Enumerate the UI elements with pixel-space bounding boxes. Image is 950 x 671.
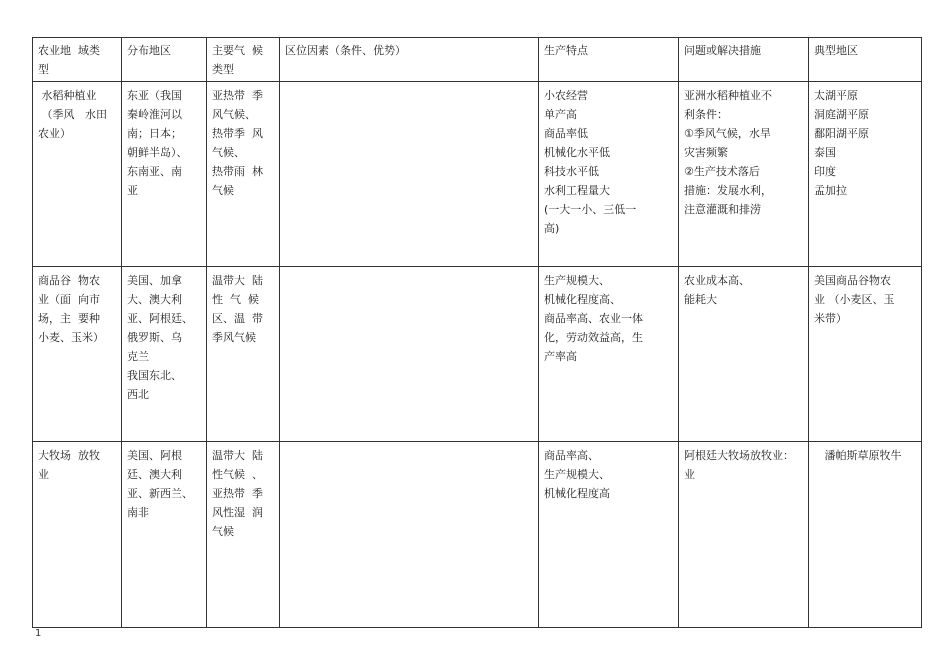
cell-text-line: 类型 bbox=[212, 63, 234, 76]
cell-text-line: 西北 bbox=[127, 388, 149, 401]
cell-text-line: 能耗大 bbox=[684, 293, 717, 306]
cell-text-line: 措施：发展水利， bbox=[684, 184, 772, 197]
table-row bbox=[33, 442, 922, 628]
cell-text-line: （季风 水田 bbox=[38, 108, 107, 121]
cell-text-line: 区位因素（条件、优势） bbox=[285, 44, 406, 57]
cell-text-line: 泰国 bbox=[814, 146, 836, 159]
cell-text-line: 生产特点 bbox=[544, 44, 588, 57]
cell-text-line: 场，主 要种 bbox=[38, 312, 100, 325]
cell-text-line: 朝鲜半岛）、 bbox=[127, 146, 188, 159]
cell-text-line: 亚、阿根廷、 bbox=[127, 312, 193, 325]
cell-text-line: 单产高 bbox=[544, 108, 577, 121]
cell-text-line: 区、温 带 bbox=[212, 312, 263, 325]
cell-text-line: 水稻种植业 bbox=[38, 89, 97, 102]
cell-text-line: 俄罗斯、乌 bbox=[127, 331, 182, 344]
cell-text-line: 性 气 候 bbox=[212, 293, 259, 306]
cell-text-line: 南；日本； bbox=[127, 127, 182, 140]
cell-text-line: 农业地 域类 bbox=[38, 44, 100, 57]
cell-text-line: 典型地区 bbox=[814, 44, 858, 57]
table-cell-col-features bbox=[539, 82, 679, 267]
cell-text-line: 业（面 向市 bbox=[38, 293, 100, 306]
cell-text-line: 阿根廷大牧场放牧业： bbox=[684, 449, 794, 462]
cell-text-line: 大牧场 放牧 bbox=[38, 449, 100, 462]
cell-text-line: 气候、 bbox=[212, 146, 245, 159]
cell-text-line: 热带季 风 bbox=[212, 127, 263, 140]
cell-text-line: 秦岭淮河以 bbox=[127, 108, 182, 121]
cell-text-line: 高) bbox=[544, 222, 560, 235]
cell-text-line: 米带） bbox=[814, 312, 847, 325]
cell-text-line: 风性湿 润 bbox=[212, 506, 263, 519]
cell-text-line: 商品率高、 bbox=[544, 449, 599, 462]
cell-text-line: 产率高 bbox=[544, 350, 577, 363]
cell-text-line: 南非 bbox=[127, 506, 149, 519]
cell-text-line: 孟加拉 bbox=[814, 184, 847, 197]
cell-text-line: (一大一小、三低一 bbox=[544, 203, 637, 216]
cell-text-line: 商品谷 物农 bbox=[38, 274, 100, 287]
cell-text-line: 季风气候 bbox=[212, 331, 256, 344]
cell-text-line: 商品率高、农业一体 bbox=[544, 312, 643, 325]
cell-text-line: 型 bbox=[38, 63, 49, 76]
table-cell-col-typical bbox=[809, 442, 922, 628]
cell-text-line: 业 bbox=[684, 468, 695, 481]
cell-text-line: ②生产技术落后 bbox=[684, 165, 760, 178]
cell-text-line: 机械化水平低 bbox=[544, 146, 610, 159]
cell-text-line: 洞庭湖平原 bbox=[814, 108, 869, 121]
cell-text-line: 温带大 陆 bbox=[212, 274, 263, 287]
table-cell-col-features bbox=[539, 267, 679, 442]
cell-text-line: 机械化程度高 bbox=[544, 487, 610, 500]
table-cell-col-climate bbox=[207, 442, 280, 628]
cell-text-line: 生产规模大、 bbox=[544, 274, 610, 287]
table-cell-col-region bbox=[122, 38, 207, 82]
cell-text-line: 利条件： bbox=[684, 108, 728, 121]
cell-text-line: 亚洲水稻种植业不 bbox=[684, 89, 772, 102]
table-cell-col-region bbox=[122, 442, 207, 628]
table-cell-col-issues bbox=[679, 82, 809, 267]
table-cell-col-issues bbox=[679, 38, 809, 82]
cell-text-line: 东南亚、南 bbox=[127, 165, 182, 178]
table-cell-col-typical bbox=[809, 267, 922, 442]
cell-text-line: 美国商品谷物农 bbox=[814, 274, 891, 287]
cell-text-line: 亚 bbox=[127, 184, 138, 197]
table-row bbox=[33, 82, 922, 267]
cell-text-line: 注意灌溉和排涝 bbox=[684, 203, 761, 216]
table-cell-col-region bbox=[122, 267, 207, 442]
cell-text-line: 小农经营 bbox=[544, 89, 588, 102]
table-header-row bbox=[33, 38, 922, 82]
table-cell-col-features bbox=[539, 38, 679, 82]
cell-text-line: 灾害频繁 bbox=[684, 146, 728, 159]
table-cell-col-climate bbox=[207, 82, 280, 267]
cell-text-line: 温带大 陆 bbox=[212, 449, 263, 462]
cell-text-line: 风气候、 bbox=[212, 108, 256, 121]
cell-text-line: ①季风气候，水旱 bbox=[684, 127, 771, 140]
cell-text-line: 我国东北、 bbox=[127, 369, 182, 382]
table-cell-col-issues bbox=[679, 267, 809, 442]
cell-text-line: 小麦、玉米） bbox=[38, 331, 104, 344]
table-cell-col-factors bbox=[280, 267, 539, 442]
cell-text-line: 大、澳大利 bbox=[127, 293, 182, 306]
table-cell-col-type bbox=[33, 82, 122, 267]
cell-text-line: 业 bbox=[38, 468, 49, 481]
table-cell-col-climate bbox=[207, 267, 280, 442]
cell-text-line: 亚、新西兰、 bbox=[127, 487, 193, 500]
table-cell-col-region bbox=[122, 82, 207, 267]
table-cell-col-type bbox=[33, 38, 122, 82]
cell-text-line: 水利工程量大 bbox=[544, 184, 610, 197]
page-number: 1 bbox=[35, 628, 42, 639]
cell-text-line: 廷、澳大利 bbox=[127, 468, 182, 481]
cell-text-line: 主要气 候 bbox=[212, 44, 263, 57]
cell-text-line: 性气候 、 bbox=[212, 468, 263, 481]
table-cell-col-climate bbox=[207, 38, 280, 82]
cell-text-line: 亚热带 季 bbox=[212, 487, 263, 500]
cell-text-line: 亚热带 季 bbox=[212, 89, 263, 102]
cell-text-line: 美国、加拿 bbox=[127, 274, 182, 287]
cell-text-line: 克兰 bbox=[127, 350, 149, 363]
table-cell-col-factors bbox=[280, 442, 539, 628]
cell-text-line: 农业） bbox=[38, 127, 71, 140]
table-cell-col-issues bbox=[679, 442, 809, 628]
agriculture-table bbox=[32, 37, 922, 628]
cell-text-line: 潘帕斯草原牧牛 bbox=[814, 449, 902, 462]
cell-text-line: 鄱阳湖平原 bbox=[814, 127, 869, 140]
table-cell-col-factors bbox=[280, 38, 539, 82]
cell-text-line: 问题或解决措施 bbox=[684, 44, 761, 57]
cell-text-line: 美国、阿根 bbox=[127, 449, 182, 462]
table-cell-col-typical bbox=[809, 38, 922, 82]
cell-text-line: 科技水平低 bbox=[544, 165, 599, 178]
cell-text-line: 东亚（我国 bbox=[127, 89, 182, 102]
cell-text-line: 业 （小麦区、玉 bbox=[814, 293, 895, 306]
cell-text-line: 太湖平原 bbox=[814, 89, 858, 102]
cell-text-line: 农业成本高、 bbox=[684, 274, 750, 287]
table-cell-col-features bbox=[539, 442, 679, 628]
cell-text-line: 机械化程度高、 bbox=[544, 293, 621, 306]
cell-text-line: 气候 bbox=[212, 184, 234, 197]
cell-text-line: 分布地区 bbox=[127, 44, 171, 57]
table-cell-col-type bbox=[33, 267, 122, 442]
table-cell-col-factors bbox=[280, 82, 539, 267]
table-row bbox=[33, 267, 922, 442]
cell-text-line: 生产规模大、 bbox=[544, 468, 610, 481]
cell-text-line: 印度 bbox=[814, 165, 836, 178]
table-cell-col-type bbox=[33, 442, 122, 628]
table-cell-col-typical bbox=[809, 82, 922, 267]
cell-text-line: 气候 bbox=[212, 525, 234, 538]
cell-text-line: 化，劳动效益高，生 bbox=[544, 331, 643, 344]
cell-text-line: 热带雨 林 bbox=[212, 165, 263, 178]
cell-text-line: 商品率低 bbox=[544, 127, 588, 140]
